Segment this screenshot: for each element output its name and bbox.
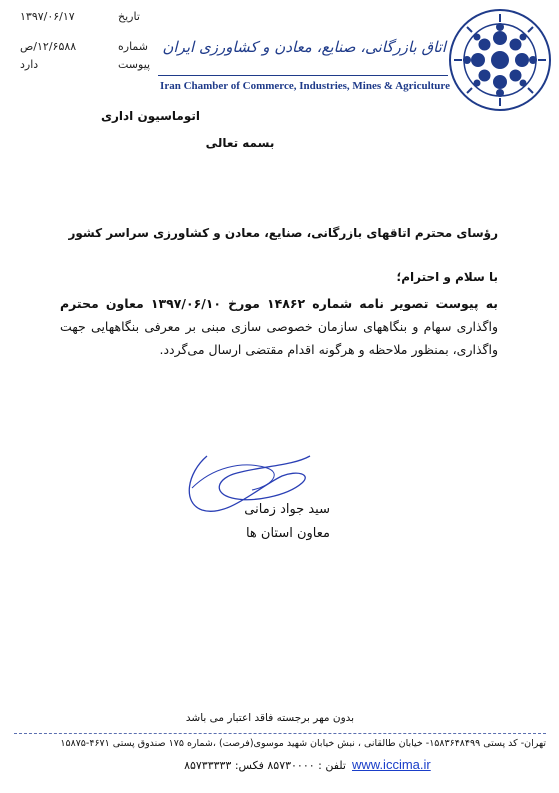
chamber-logo-icon <box>448 8 552 112</box>
letter-body-lead: به پیوست تصویر نامه شماره ۱۴۸۶۲ مورخ ۱۳۹۷/۰۶/۱۰ معاون محترم <box>60 296 498 311</box>
number-value: ۱۲/۶۵۸۸/ص <box>20 40 77 53</box>
greeting-line: با سلام و احترام؛ <box>396 270 498 284</box>
letter-body <box>60 292 498 361</box>
chamber-name-english: Iran Chamber of Commerce, Industries, Mines & Agriculture <box>160 80 450 92</box>
chamber-name-persian: اتاق بازرگانی، صنایع، معادن و کشاورزی ایران <box>162 38 446 56</box>
footer-address: تهران- کد پستی ۱۵۸۳۶۴۸۴۹۹- خیابان طالقانی ، نبش خیابان شهید موسوی(فرصت) ،شماره ۱۷۵ صندوق پستی ۴۶۷۱-۱۵۸۷۵ <box>60 738 546 749</box>
bismillah-heading: بسمه تعالی <box>205 136 275 150</box>
footer-phones: تلفن : ۸۵۷۳۰۰۰۰ فکس: ۸۵۷۳۳۳۳۳ <box>184 759 346 772</box>
website-link[interactable]: www.iccima.ir <box>352 757 431 772</box>
number-label: شماره <box>118 40 149 53</box>
footer-contact <box>6 757 546 775</box>
header-divider <box>158 75 448 76</box>
letter-body-rest: واگذاری سهام و بنگاههای سازمان خصوصی سازی مبنی بر معرفی بنگاههایی جهت واگذاری، بمنظور ملاحظه و هرگونه اقدام مقتضی ارسال می‌گردد. <box>60 319 498 357</box>
footer-divider <box>14 733 546 734</box>
department-label: اتوماسیون اداری <box>100 109 200 123</box>
attachment-value: دارد <box>20 58 39 71</box>
attachment-label: پیوست <box>118 58 151 71</box>
seal-disclaimer: بدون مهر برجسته فاقد اعتبار می باشد <box>185 712 355 724</box>
addressee-line: رؤسای محترم اتاقهای بازرگانی، صنایع، معادن و کشاورزی سراسر کشور <box>68 226 498 240</box>
signer-title: معاون استان ها <box>245 526 330 541</box>
signer-block <box>150 498 330 546</box>
date-label: تاریخ <box>118 10 140 23</box>
signer-name: سید جواد زمانی <box>244 502 330 517</box>
date-value: ۱۳۹۷/۰۶/۱۷ <box>20 10 75 23</box>
